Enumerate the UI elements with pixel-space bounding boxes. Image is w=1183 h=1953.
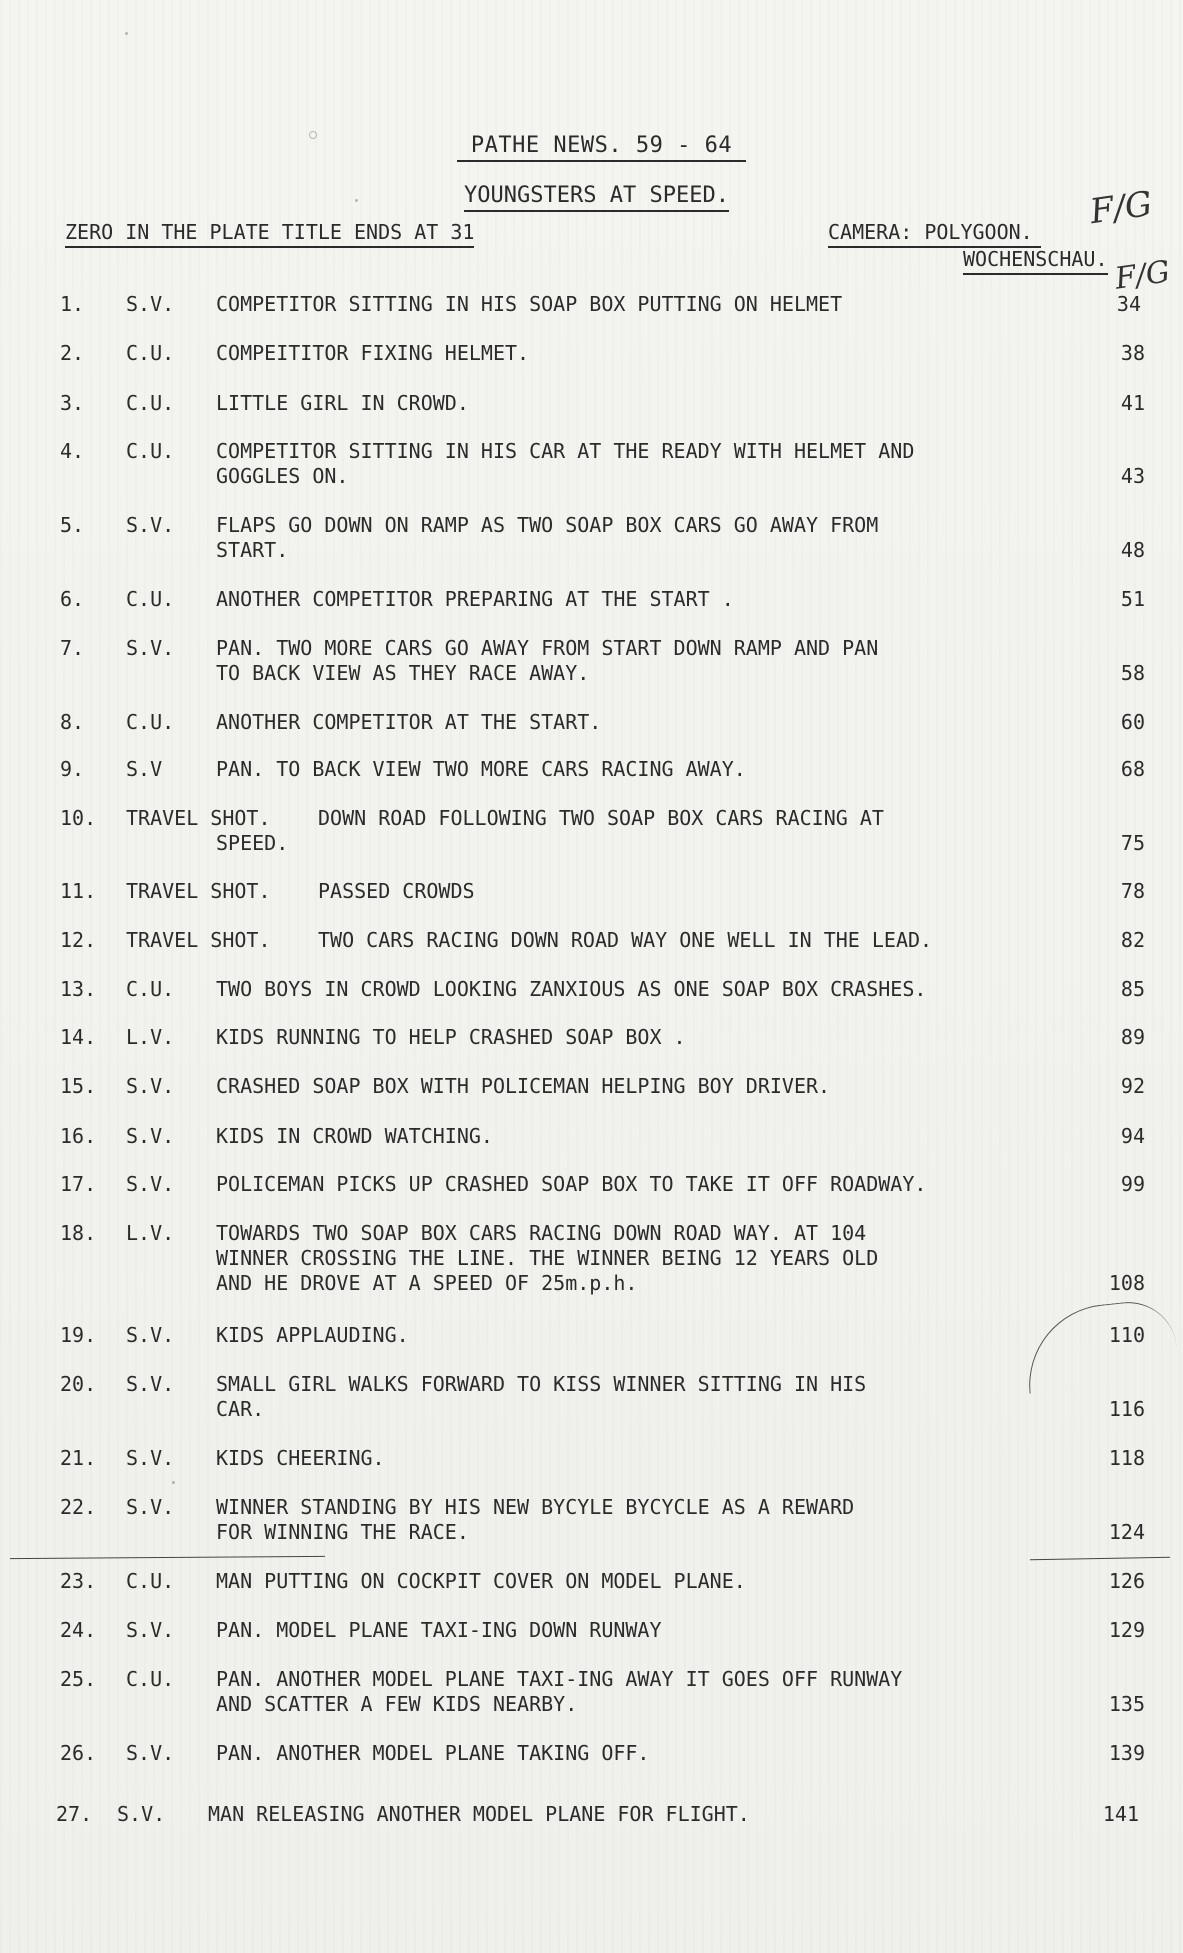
shot-row	[0, 1221, 1183, 1296]
shot-description	[216, 292, 1096, 317]
shot-number: 22.	[60, 1495, 97, 1519]
shot-row	[0, 977, 1183, 1002]
shot-description-line: CAR.	[216, 1397, 265, 1421]
shot-footage: 43	[1120, 464, 1145, 488]
shot-footage: 82	[1120, 928, 1145, 952]
shot-description	[216, 341, 1096, 366]
shot-description	[216, 1172, 1096, 1197]
document-title-text: PATHE NEWS. 59 - 64	[457, 133, 746, 162]
shot-description	[216, 1495, 1096, 1545]
shot-footage: 129	[1108, 1618, 1145, 1642]
paper-speck	[172, 1481, 175, 1484]
shot-number: 26.	[60, 1741, 97, 1765]
paper-speck	[309, 131, 317, 139]
shot-footage: 78	[1120, 879, 1145, 903]
shot-number: 4.	[60, 439, 85, 463]
shot-description	[216, 1124, 1096, 1149]
shot-type: S.V.	[126, 1446, 175, 1470]
shot-description-line: PAN. ANOTHER MODEL PLANE TAKING OFF.	[216, 1741, 650, 1765]
shot-row	[0, 1569, 1183, 1594]
document-subtitle-text: YOUNGSTERS AT SPEED.	[464, 183, 729, 212]
shot-row	[0, 1446, 1183, 1471]
shot-description	[318, 879, 1183, 904]
shot-description-line: MAN RELEASING ANOTHER MODEL PLANE FOR FLIGHT.	[208, 1802, 750, 1826]
shot-description-line: FLAPS GO DOWN ON RAMP AS TWO SOAP BOX CARS GO AWAY FROM	[216, 513, 879, 537]
shot-description	[216, 710, 1096, 735]
shot-description-line: FOR WINNING THE RACE.	[216, 1520, 469, 1544]
handwritten-fg-mark: F/G	[1087, 183, 1155, 233]
paper-speck	[355, 199, 358, 202]
shot-type: C.U.	[126, 710, 175, 734]
shot-description	[216, 636, 1096, 686]
shot-description-line: PASSED CROWDS	[318, 879, 475, 903]
shot-number: 10.	[60, 806, 97, 830]
shot-description-line: TO BACK VIEW AS THEY RACE AWAY.	[216, 661, 590, 685]
shot-description	[216, 1025, 1096, 1050]
shot-type: S.V.	[126, 513, 175, 537]
shot-type: S.V.	[126, 1372, 175, 1396]
shot-row	[0, 1323, 1183, 1348]
shot-footage: 139	[1108, 1741, 1145, 1765]
shot-description-line: DOWN ROAD FOLLOWING TWO SOAP BOX CARS RACING AT	[318, 806, 884, 830]
shot-description-line: CRASHED SOAP BOX WITH POLICEMAN HELPING BOY DRIVER.	[216, 1074, 831, 1098]
shot-number: 15.	[60, 1074, 97, 1098]
handwritten-fg-mark-2: F/G	[1112, 254, 1173, 297]
zero-title-note: ZERO IN THE PLATE TITLE ENDS AT 31	[65, 220, 474, 248]
shot-type: S.V.	[126, 1074, 175, 1098]
shot-type: S.V.	[126, 636, 175, 660]
shot-number: 6.	[60, 587, 85, 611]
document-subtitle	[0, 183, 1183, 212]
shot-description-line: LITTLE GIRL IN CROWD.	[216, 391, 469, 415]
shot-type: C.U.	[126, 1667, 175, 1691]
shot-type: S.V.	[126, 1124, 175, 1148]
shot-row	[0, 636, 1183, 686]
shot-description	[216, 977, 1096, 1002]
shot-row	[0, 341, 1183, 366]
shot-number: 9.	[60, 757, 85, 781]
shot-type: L.V.	[126, 1221, 175, 1245]
camera-credit-sub: WOCHENSCHAU.	[963, 247, 1108, 275]
shot-number: 8.	[60, 710, 85, 734]
shot-footage: 135	[1108, 1692, 1145, 1716]
shot-row	[0, 1372, 1183, 1422]
shot-number: 12.	[60, 928, 97, 952]
shot-type: S.V.	[126, 292, 175, 316]
shot-description-line: MAN PUTTING ON COCKPIT COVER ON MODEL PLANE.	[216, 1569, 746, 1593]
shot-description-line: WINNER CROSSING THE LINE. THE WINNER BEING 12 YEARS OLD	[216, 1246, 879, 1270]
shot-description	[216, 1323, 1096, 1348]
shot-footage: 110	[1108, 1323, 1145, 1347]
shot-row	[0, 928, 1183, 953]
shot-number: 23.	[60, 1569, 97, 1593]
shot-description-line: PAN. TO BACK VIEW TWO MORE CARS RACING AWAY.	[216, 757, 746, 781]
shot-row	[0, 806, 1183, 856]
shot-description-line: GOGGLES ON.	[216, 464, 349, 488]
shot-description	[216, 1372, 1096, 1422]
shot-description	[216, 1569, 1096, 1594]
shot-footage: 34	[1116, 292, 1141, 316]
shot-footage: 118	[1108, 1446, 1145, 1470]
shot-description-line: COMPETITOR SITTING IN HIS CAR AT THE READY WITH HELMET AND	[216, 439, 915, 463]
shot-description-line: PAN. TWO MORE CARS GO AWAY FROM START DOWN RAMP AND PAN	[216, 636, 879, 660]
pen-arc-mark	[1021, 1297, 1180, 1393]
shot-description	[216, 1741, 1096, 1766]
shot-description-line: WINNER STANDING BY HIS NEW BYCYLE BYCYCLE AS A REWARD	[216, 1495, 855, 1519]
shot-type: C.U.	[126, 977, 175, 1001]
shot-description-line: ANOTHER COMPETITOR AT THE START.	[216, 710, 602, 734]
shot-row	[0, 757, 1183, 782]
shot-footage: 89	[1120, 1025, 1145, 1049]
shot-row	[0, 1802, 1183, 1827]
shot-type: S.V	[126, 757, 163, 781]
shot-footage: 75	[1120, 831, 1145, 855]
shot-description-line: START.	[216, 538, 289, 562]
shot-number: 24.	[60, 1618, 97, 1642]
shot-description-line: KIDS RUNNING TO HELP CRASHED SOAP BOX .	[216, 1025, 686, 1049]
shot-description	[216, 1221, 1096, 1296]
shot-number: 19.	[60, 1323, 97, 1347]
shot-row	[0, 710, 1183, 735]
shot-type: C.U.	[126, 1569, 175, 1593]
shot-row	[0, 1618, 1183, 1643]
shot-description-line: TWO CARS RACING DOWN ROAD WAY ONE WELL IN THE LEAD.	[318, 928, 933, 952]
shot-description	[208, 1802, 1088, 1827]
shot-description-line: SPEED.	[216, 831, 289, 855]
shot-description	[216, 1446, 1096, 1471]
shot-description-line: POLICEMAN PICKS UP CRASHED SOAP BOX TO TAKE IT OFF ROADWAY.	[216, 1172, 927, 1196]
shot-description-line: KIDS APPLAUDING.	[216, 1323, 409, 1347]
shot-description-line: SMALL GIRL WALKS FORWARD TO KISS WINNER SITTING IN HIS	[216, 1372, 867, 1396]
shot-description-line: ANOTHER COMPETITOR PREPARING AT THE START .	[216, 587, 734, 611]
shot-type: S.V.	[126, 1741, 175, 1765]
shot-type: C.U.	[126, 341, 175, 365]
shot-description-line: TWO BOYS IN CROWD LOOKING ZANXIOUS AS ONE SOAP BOX CRASHES.	[216, 977, 927, 1001]
shot-number: 1.	[60, 292, 85, 316]
shot-footage: 41	[1120, 391, 1145, 415]
shot-type: S.V.	[126, 1618, 175, 1642]
shot-type: TRAVEL SHOT.	[126, 879, 271, 903]
shot-type: S.V.	[126, 1323, 175, 1347]
shot-description-line: KIDS CHEERING.	[216, 1446, 385, 1470]
shot-description	[216, 391, 1096, 416]
shot-number: 2.	[60, 341, 85, 365]
shot-type: C.U.	[126, 391, 175, 415]
shot-footage: 58	[1120, 661, 1145, 685]
shot-row	[0, 292, 1183, 317]
shot-number: 18.	[60, 1221, 97, 1245]
shot-type: C.U.	[126, 439, 175, 463]
shot-row	[0, 587, 1183, 612]
shot-footage: 92	[1120, 1074, 1145, 1098]
shot-footage: 99	[1120, 1172, 1145, 1196]
shot-description	[216, 513, 1096, 563]
shot-row	[0, 1025, 1183, 1050]
shot-description	[216, 757, 1096, 782]
shot-row	[0, 513, 1183, 563]
shot-number: 13.	[60, 977, 97, 1001]
pen-divider-right	[1030, 1557, 1170, 1560]
shot-number: 16.	[60, 1124, 97, 1148]
shot-number: 25.	[60, 1667, 97, 1691]
camera-credit: CAMERA: POLYGOON.	[828, 220, 1041, 248]
shot-type: S.V.	[126, 1495, 175, 1519]
shot-number: 21.	[60, 1446, 97, 1470]
shot-footage: 124	[1108, 1520, 1145, 1544]
shot-footage: 85	[1120, 977, 1145, 1001]
shot-description	[216, 1667, 1096, 1717]
shot-description-line: COMPEITITOR FIXING HELMET.	[216, 341, 530, 365]
shot-number: 5.	[60, 513, 85, 537]
shot-number: 7.	[60, 636, 85, 660]
shot-description-line: TOWARDS TWO SOAP BOX CARS RACING DOWN ROAD WAY. AT 104	[216, 1221, 867, 1245]
shot-description-line: AND HE DROVE AT A SPEED OF 25m.p.h.	[216, 1271, 638, 1295]
shot-row	[0, 1124, 1183, 1149]
shot-footage: 38	[1120, 341, 1145, 365]
shot-type: C.U.	[126, 587, 175, 611]
shot-description	[216, 439, 1096, 489]
shot-description	[216, 587, 1096, 612]
shot-footage: 68	[1120, 757, 1145, 781]
shot-description	[318, 928, 1183, 953]
shot-number: 14.	[60, 1025, 97, 1049]
shot-row	[0, 879, 1183, 904]
shot-description-line: COMPETITOR SITTING IN HIS SOAP BOX PUTTING ON HELMET	[216, 292, 843, 316]
shot-row	[0, 391, 1183, 416]
paper-speck	[125, 32, 128, 35]
shot-footage: 116	[1108, 1397, 1145, 1421]
shot-type: TRAVEL SHOT.	[126, 806, 271, 830]
shot-description	[216, 806, 1183, 856]
shot-number: 20.	[60, 1372, 97, 1396]
shot-row	[0, 1667, 1183, 1717]
shot-description-line: KIDS IN CROWD WATCHING.	[216, 1124, 493, 1148]
shot-row	[0, 1741, 1183, 1766]
shot-type: S.V.	[126, 1172, 175, 1196]
shot-row	[0, 1495, 1183, 1545]
shot-footage: 51	[1120, 587, 1145, 611]
shot-row	[0, 1172, 1183, 1197]
shot-number: 11.	[60, 879, 97, 903]
shot-footage: 48	[1120, 538, 1145, 562]
shot-description-line: PAN. ANOTHER MODEL PLANE TAXI-ING AWAY IT GOES OFF RUNWAY	[216, 1667, 903, 1691]
shot-footage: 141	[1102, 1802, 1139, 1826]
shot-number: 3.	[60, 391, 85, 415]
shot-description	[216, 1074, 1096, 1099]
shot-footage: 126	[1108, 1569, 1145, 1593]
shot-description-line: AND SCATTER A FEW KIDS NEARBY.	[216, 1692, 578, 1716]
shot-number: 27.	[56, 1802, 93, 1826]
shot-row	[0, 439, 1183, 489]
shot-footage: 108	[1108, 1271, 1145, 1295]
shot-description-line: PAN. MODEL PLANE TAXI-ING DOWN RUNWAY	[216, 1618, 662, 1642]
pen-divider-left	[10, 1556, 325, 1559]
shot-type: L.V.	[126, 1025, 175, 1049]
shot-number: 17.	[60, 1172, 97, 1196]
shot-row	[0, 1074, 1183, 1099]
shot-type: TRAVEL SHOT.	[126, 928, 271, 952]
shot-type: S.V.	[117, 1802, 166, 1826]
shot-footage: 60	[1120, 710, 1145, 734]
shot-footage: 94	[1120, 1124, 1145, 1148]
document-title	[0, 133, 1183, 162]
shot-description	[216, 1618, 1096, 1643]
